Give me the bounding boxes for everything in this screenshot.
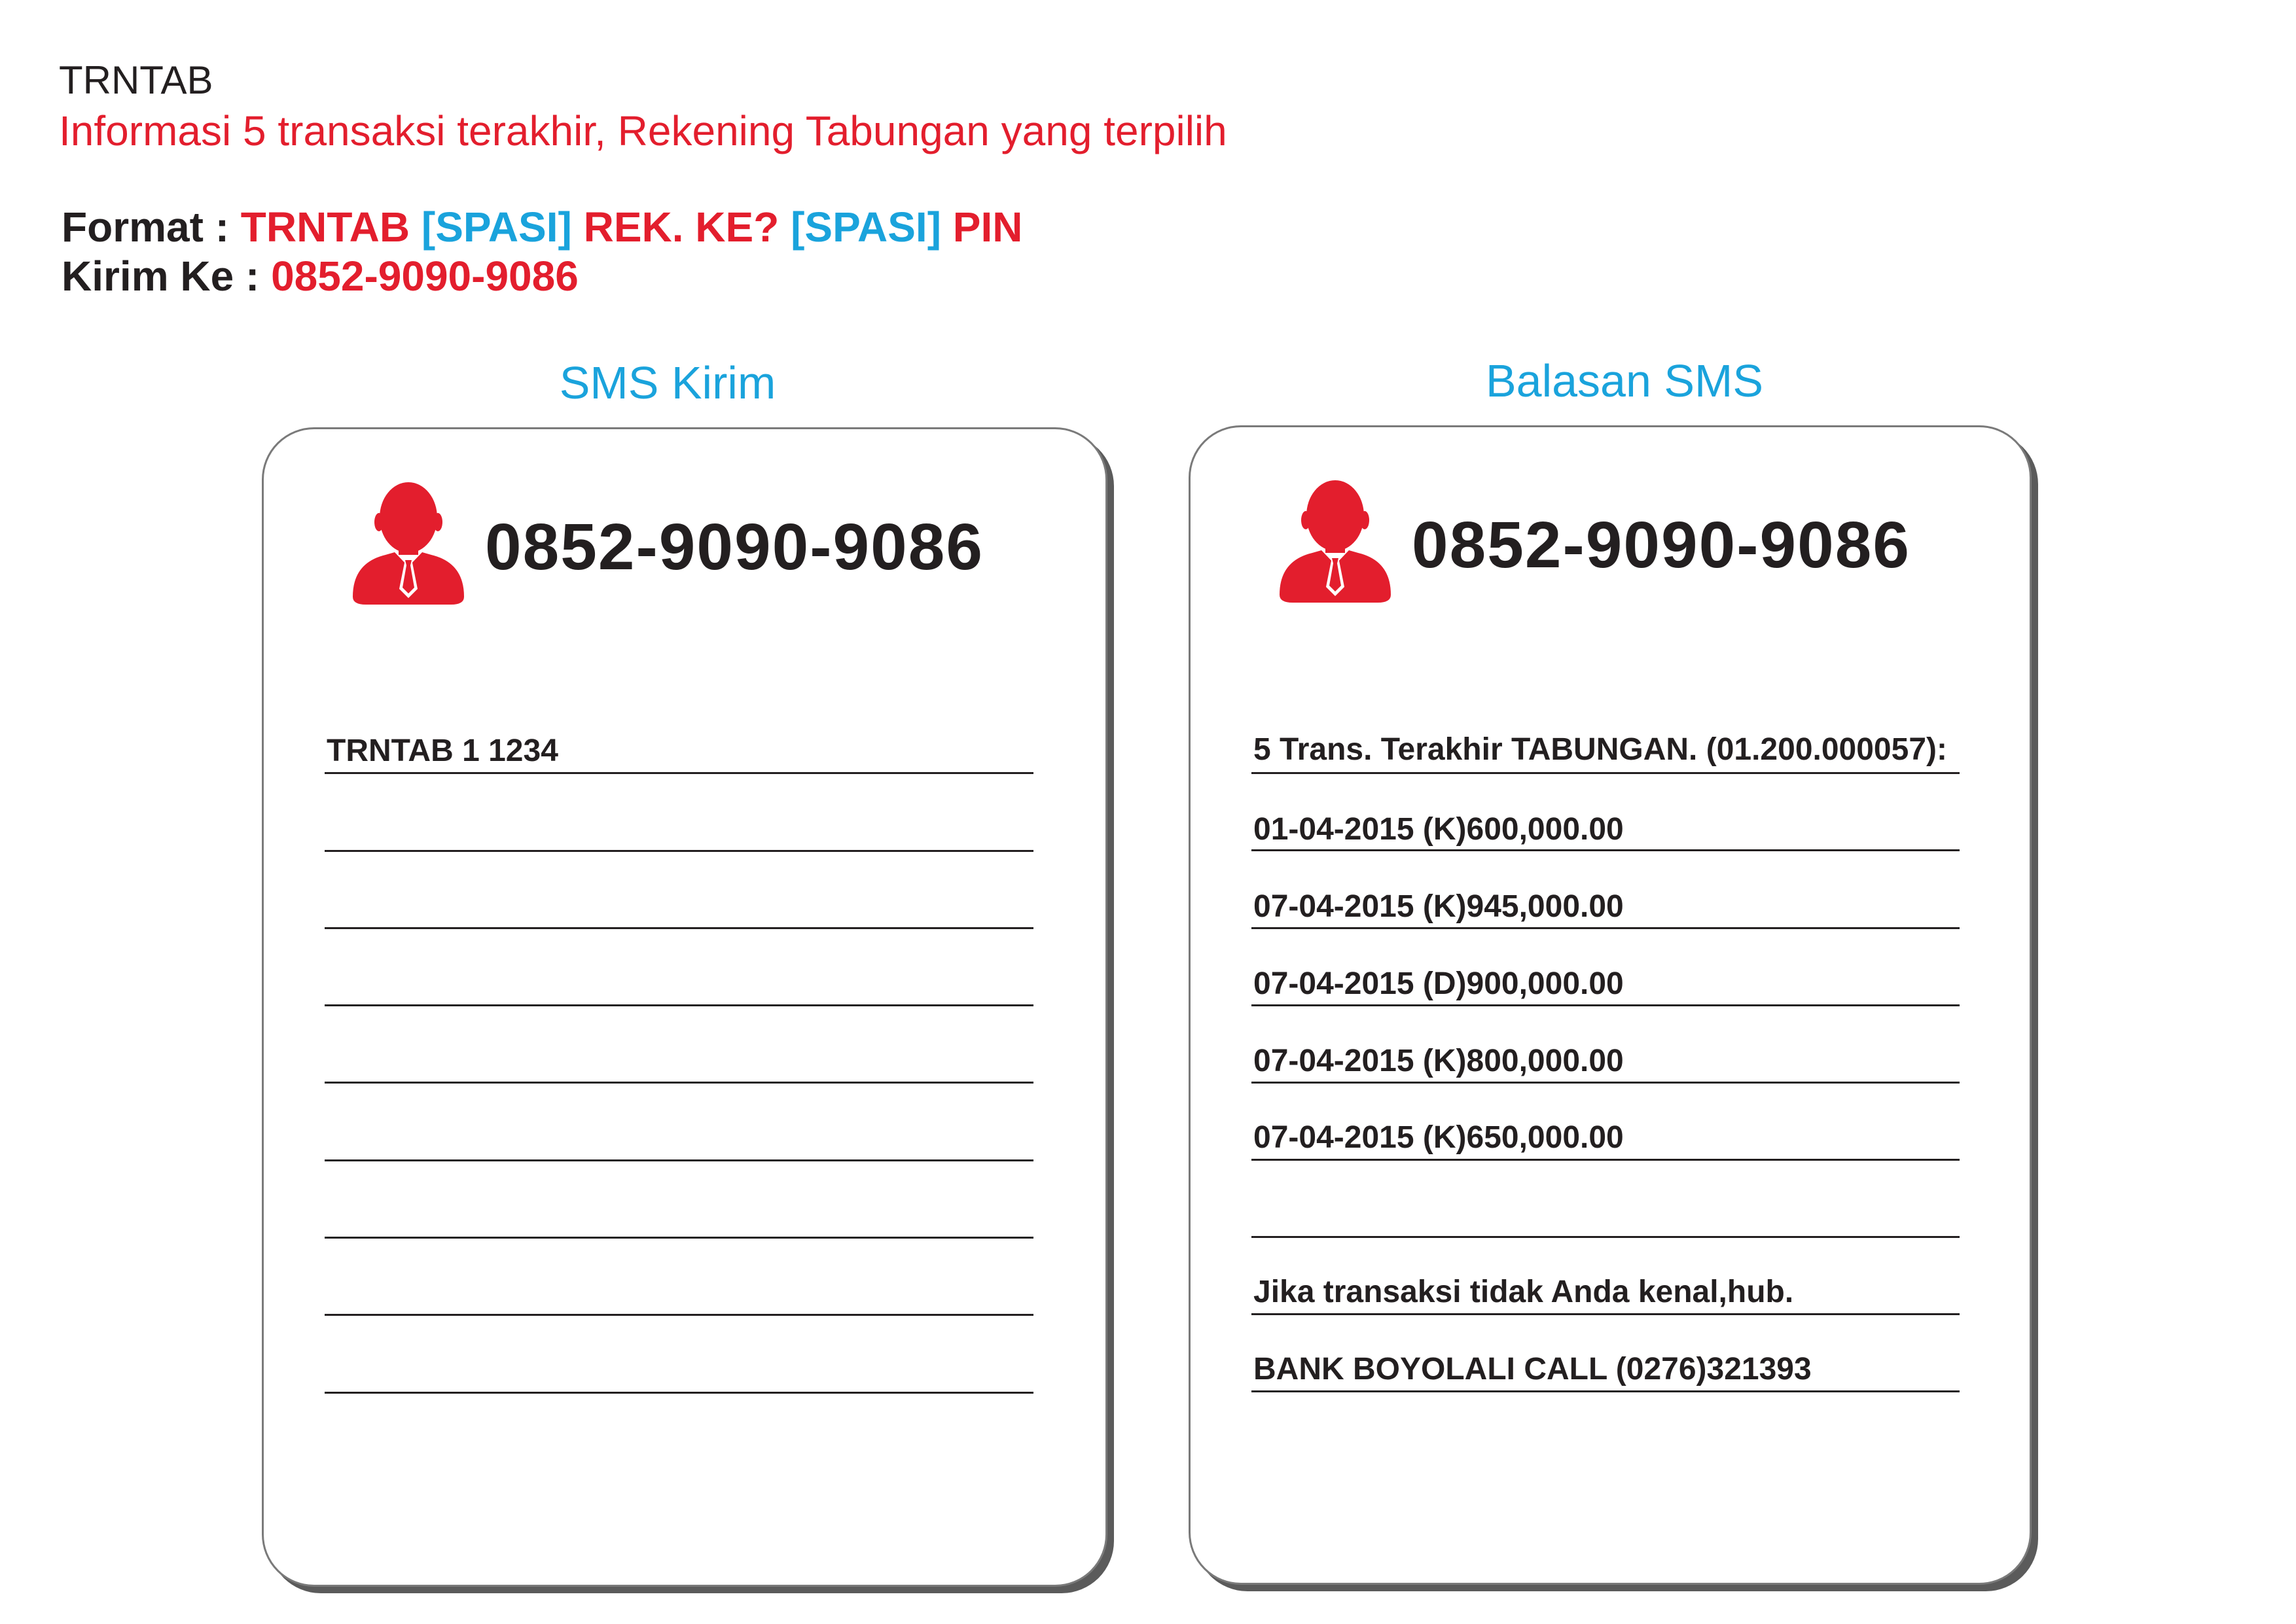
line-rule <box>1251 849 1960 851</box>
command-description: Informasi 5 transaksi terakhir, Rekening Tabungan yang terpilih <box>59 107 1227 154</box>
line-rule <box>325 850 1033 852</box>
sms-sent-card <box>262 427 1107 1587</box>
contact-phone-number: 0852-9090-9086 <box>485 510 984 584</box>
user-icon <box>353 482 464 606</box>
reply-footer-line: Jika transaksi tidak Anda kenal,hub. <box>1253 1275 1794 1309</box>
line-rule <box>325 1392 1033 1394</box>
line-rule <box>325 1004 1033 1006</box>
format-part-account: REK. KE? <box>571 203 791 251</box>
reply-contact-line: BANK BOYOLALI CALL (0276)321393 <box>1253 1352 1812 1386</box>
line-rule <box>1251 1313 1960 1315</box>
sms-reply-heading: Balasan SMS <box>1485 355 1764 406</box>
line-rule <box>325 927 1033 929</box>
send-to-line <box>62 252 579 300</box>
contact-phone-number: 0852-9090-9086 <box>1412 508 1910 582</box>
transaction-line: 07-04-2015 (K)945,000.00 <box>1253 889 1624 924</box>
sms-line: TRNTAB 1 1234 <box>327 733 558 768</box>
line-rule <box>325 1082 1033 1084</box>
line-rule <box>1251 1082 1960 1084</box>
line-rule <box>1251 1390 1960 1392</box>
user-icon <box>1280 480 1391 604</box>
format-line <box>62 203 1022 251</box>
line-rule <box>1251 1236 1960 1238</box>
format-part-pin: PIN <box>941 203 1023 251</box>
transaction-line: 07-04-2015 (K)650,000.00 <box>1253 1120 1624 1155</box>
line-rule <box>325 772 1033 774</box>
transaction-line: 07-04-2015 (D)900,000.00 <box>1253 966 1624 1001</box>
format-part-space: [SPASI] <box>421 203 572 251</box>
command-code-title: TRNTAB <box>59 58 213 102</box>
sms-sent-heading: SMS Kirim <box>559 357 776 408</box>
line-rule <box>325 1314 1033 1316</box>
line-rule <box>325 1237 1033 1239</box>
line-rule <box>1251 1159 1960 1161</box>
send-to-number: 0852-9090-9086 <box>271 253 579 300</box>
line-rule <box>1251 927 1960 929</box>
send-to-label: Kirim Ke : <box>62 253 272 300</box>
format-part-space: [SPASI] <box>791 203 941 251</box>
line-rule <box>325 1159 1033 1161</box>
line-rule <box>1251 772 1960 774</box>
sms-reply-card <box>1189 425 2032 1585</box>
transaction-line: 01-04-2015 (K)600,000.00 <box>1253 812 1624 847</box>
transaction-line: 07-04-2015 (K)800,000.00 <box>1253 1044 1624 1078</box>
reply-header-line: 5 Trans. Terakhir TABUNGAN. (01.200.000057): <box>1253 732 1947 767</box>
format-part-command: TRNTAB <box>240 203 422 251</box>
format-label: Format : <box>62 203 241 251</box>
line-rule <box>1251 1004 1960 1006</box>
